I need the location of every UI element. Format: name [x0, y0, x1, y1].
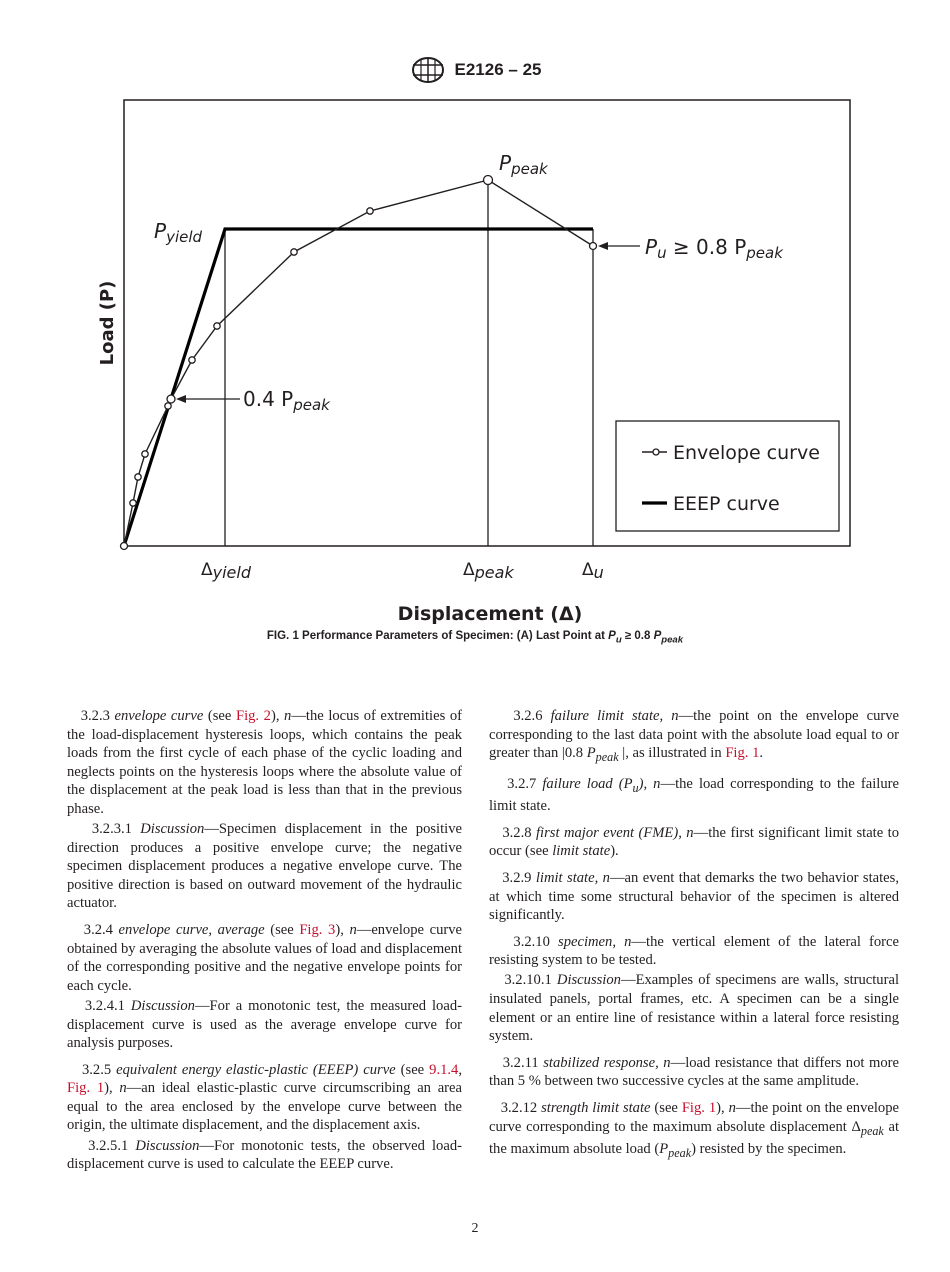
- legend-envelope-marker-icon: [653, 449, 659, 455]
- left-column: [67, 707, 462, 1175]
- right-column: [489, 707, 899, 1164]
- envelope-point: [214, 323, 220, 329]
- standard-code: E2126 – 25: [454, 60, 542, 79]
- discussion-3-2-4-1: 3.2.4.1 Discussion—For a monotonic test, the measured load-displacement curve is used as the average envelope curve for analysis purposes.: [67, 997, 462, 1052]
- envelope-point-04-peak: [167, 395, 175, 403]
- label-p-peak: $P_{peak}$: [499, 151, 548, 178]
- envelope-point: [135, 474, 141, 480]
- envelope-point-ultimate: [590, 243, 597, 250]
- definition-3-2-4: 3.2.4 envelope curve, average (see Fig. 3), n—envelope curve obtained by averaging the absolute values of load and displacement of the corresponding positive and the negative envelope points for each cycle.: [67, 922, 462, 994]
- definition-3-2-10: 3.2.10 specimen, n—the vertical element of the lateral force resisting system to be tested.: [489, 933, 899, 969]
- discussion-3-2-10-1: 3.2.10.1 Discussion—Examples of specimens are walls, structural insulated panels, portal frames, etc. A specimen can be a single element or an entire line of resistance within a lateral force resisting system.: [489, 972, 899, 1045]
- envelope-point: [130, 500, 136, 506]
- tick-delta-peak: Δpeak: [463, 560, 514, 582]
- discussion-3-2-5-1: 3.2.5.1 Discussion—For monotonic tests, the observed load-displacement curve is used to calculate the EEEP curve.: [67, 1137, 462, 1173]
- y-axis-label: Load (P): [97, 280, 118, 366]
- definition-3-2-6: 3.2.6 failure limit state, n—the point on the envelope curve corresponding to the last data point with the absolute load equal to or greater than |0.8 $P_{peak}$ |, as illustrated in Fig. 1.: [489, 708, 899, 765]
- label-p-yield: $P_{yield}$: [154, 219, 203, 246]
- definition-3-2-9: 3.2.9 limit state, n—an event that demarks the two behavior states, at which time some structural behavior of the specimen is altered significantly.: [489, 869, 899, 924]
- legend-eeep-label: EEEP curve: [673, 493, 780, 515]
- envelope-point: [189, 357, 195, 363]
- x-axis-label: Displacement (Δ): [397, 603, 583, 625]
- label-pu: $P_u \ge 0.8$ $P_{peak}$: [645, 235, 783, 262]
- tick-delta-u: Δu: [582, 560, 604, 582]
- tick-delta-yield: Δyield: [201, 560, 251, 582]
- envelope-point: [291, 249, 297, 255]
- section-9-1-4-link[interactable]: 9.1.4: [429, 1061, 459, 1078]
- eeep-curve: [124, 229, 593, 546]
- fig-3-link[interactable]: Fig. 3: [299, 922, 336, 939]
- figure-caption: FIG. 1 Performance Parameters of Specimen: (A) Last Point at $P_u \ge 0.8$ $P_{peak}$: [266, 630, 684, 646]
- definition-3-2-3: 3.2.3 envelope curve (see Fig. 2), n—the locus of extremities of the load-displacement hysteresis loops, which contains the peak loads from the first cycle of each phase of the cyclic loading and neglects points on the hysteresis loops where the absolute value of the displacement at the peak load is less than that in the previous phase.: [67, 708, 462, 817]
- fig-1-link[interactable]: Fig. 1: [681, 1100, 717, 1116]
- page-number: 2: [471, 1221, 479, 1236]
- fig-2-link[interactable]: Fig. 2: [235, 708, 271, 724]
- arrowhead-icon: [176, 395, 186, 403]
- definition-3-2-7: 3.2.7 failure load $(P_u)$, n—the load corresponding to the failure limit state.: [489, 775, 899, 815]
- fig-1-link[interactable]: Fig. 1: [67, 1080, 105, 1097]
- fig-1-link[interactable]: Fig. 1: [725, 745, 760, 762]
- definition-3-2-8: 3.2.8 first major event (FME), n—the first significant limit state to occur (see limit state).: [489, 824, 900, 860]
- arrowhead-icon: [598, 242, 608, 250]
- envelope-point: [165, 403, 171, 409]
- envelope-point-peak: [484, 176, 493, 185]
- envelope-point: [142, 451, 148, 457]
- definition-3-2-5: 3.2.5 equivalent energy elastic-plastic (EEEP) curve (see 9.1.4, Fig. 1), n—an ideal elastic-plastic curve circumscribing an area equal to the area enclosed by the envelope curve between the origin, the ultimate displacement, and the displacement axis.: [67, 1061, 462, 1134]
- envelope-point: [367, 208, 373, 214]
- label-04-peak: 0.4 $P_{peak}$: [243, 387, 330, 414]
- figure-1: [0, 0, 950, 630]
- definition-3-2-12: 3.2.12 strength limit state (see Fig. 1), n—the point on the envelope curve corresponding to the maximum absolute displacement $\Delta_{peak}$ at the maximum absolute load $(P_{peak})$ resisted by the specimen.: [489, 1100, 899, 1160]
- legend-envelope-label: Envelope curve: [673, 442, 820, 464]
- discussion-3-2-3-1: 3.2.3.1 Discussion—Specimen displacement in the positive direction produces a positive envelope curve; the negative specimen displacement produces a negative envelope curve. The positive direction is based on outward movement of the hydraulic actuator.: [67, 821, 462, 912]
- envelope-point-origin: [121, 543, 128, 550]
- definition-3-2-11: 3.2.11 stabilized response, n—load resistance that differs not more than 5 % between two successive cycles at the same amplitude.: [489, 1054, 900, 1090]
